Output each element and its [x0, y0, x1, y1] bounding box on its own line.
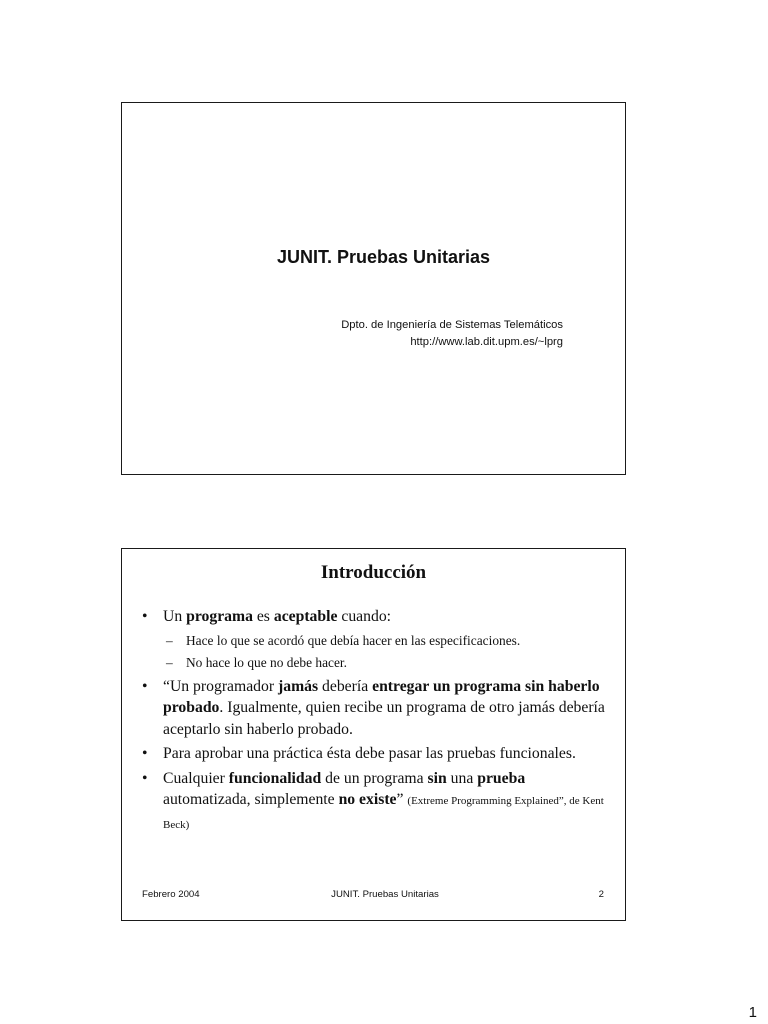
bullet-item — [142, 743, 612, 765]
bullet-icon: • — [142, 769, 148, 787]
sub-item-text: No hace lo que no debe hacer. — [186, 655, 347, 670]
bold-text: jamás — [278, 677, 319, 695]
sub-item — [142, 652, 612, 675]
slide-footer — [142, 889, 604, 903]
slide-2-content — [142, 606, 612, 839]
bold-text: no existe — [338, 791, 397, 808]
text: Cualquier — [163, 769, 229, 787]
slide-1-title: JUNIT. Pruebas Unitarias — [276, 247, 491, 267]
slide-2-title: Introducción — [320, 562, 427, 583]
text: . Igualmente, quien recibe un programa de otro jamás debería aceptarlo sin haberlo probado. — [163, 699, 605, 738]
text: automatizada, simplemente — [163, 791, 339, 808]
dash-icon: – — [166, 655, 173, 670]
text: es — [252, 608, 274, 625]
sub-item-text: Hace lo que se acordó que debía hacer en las especificaciones. — [186, 632, 521, 648]
bullet-icon: • — [142, 608, 148, 625]
footer-title: JUNIT. Pruebas Unitarias — [331, 889, 439, 900]
bold-text: programa — [186, 608, 253, 625]
bullet-item — [142, 768, 612, 837]
sub-list — [142, 630, 612, 675]
bold-text: aceptable — [273, 608, 338, 625]
text: “Un programador — [163, 677, 278, 695]
text: una — [446, 769, 478, 787]
bullet-item — [142, 606, 612, 628]
bold-text: entregar un programa sin haberlo probado — [163, 677, 600, 716]
citation-text: (Extreme Programming Explained”, de Kent Beck) — [163, 795, 604, 831]
bullet-icon: • — [142, 677, 148, 695]
department-url: http://www.lab.dit.upm.es/~lprg — [410, 336, 563, 348]
text: cuando: — [337, 608, 392, 625]
slide-1 — [121, 102, 626, 475]
dash-icon: – — [166, 632, 173, 648]
text: ” — [396, 791, 408, 808]
bold-text: sin — [427, 769, 447, 787]
text: Un — [163, 608, 187, 625]
bold-text: prueba — [477, 769, 526, 787]
slide-2 — [121, 548, 626, 921]
text: Para aprobar una práctica ésta debe pasar las pruebas funcionales. — [163, 745, 576, 762]
bullet-item — [142, 676, 612, 741]
text: de un programa — [321, 769, 428, 787]
footer-slide-number: 2 — [598, 889, 604, 900]
bold-text: funcionalidad — [228, 769, 322, 787]
slide-1-department-block — [341, 317, 563, 351]
sub-item — [142, 630, 612, 653]
department-name: Dpto. de Ingeniería de Sistemas Telemáticos — [341, 319, 563, 331]
text: debería — [318, 677, 373, 695]
footer-date: Febrero 2004 — [142, 889, 200, 900]
bullet-icon: • — [142, 745, 148, 762]
page-number: 1 — [748, 1004, 757, 1021]
